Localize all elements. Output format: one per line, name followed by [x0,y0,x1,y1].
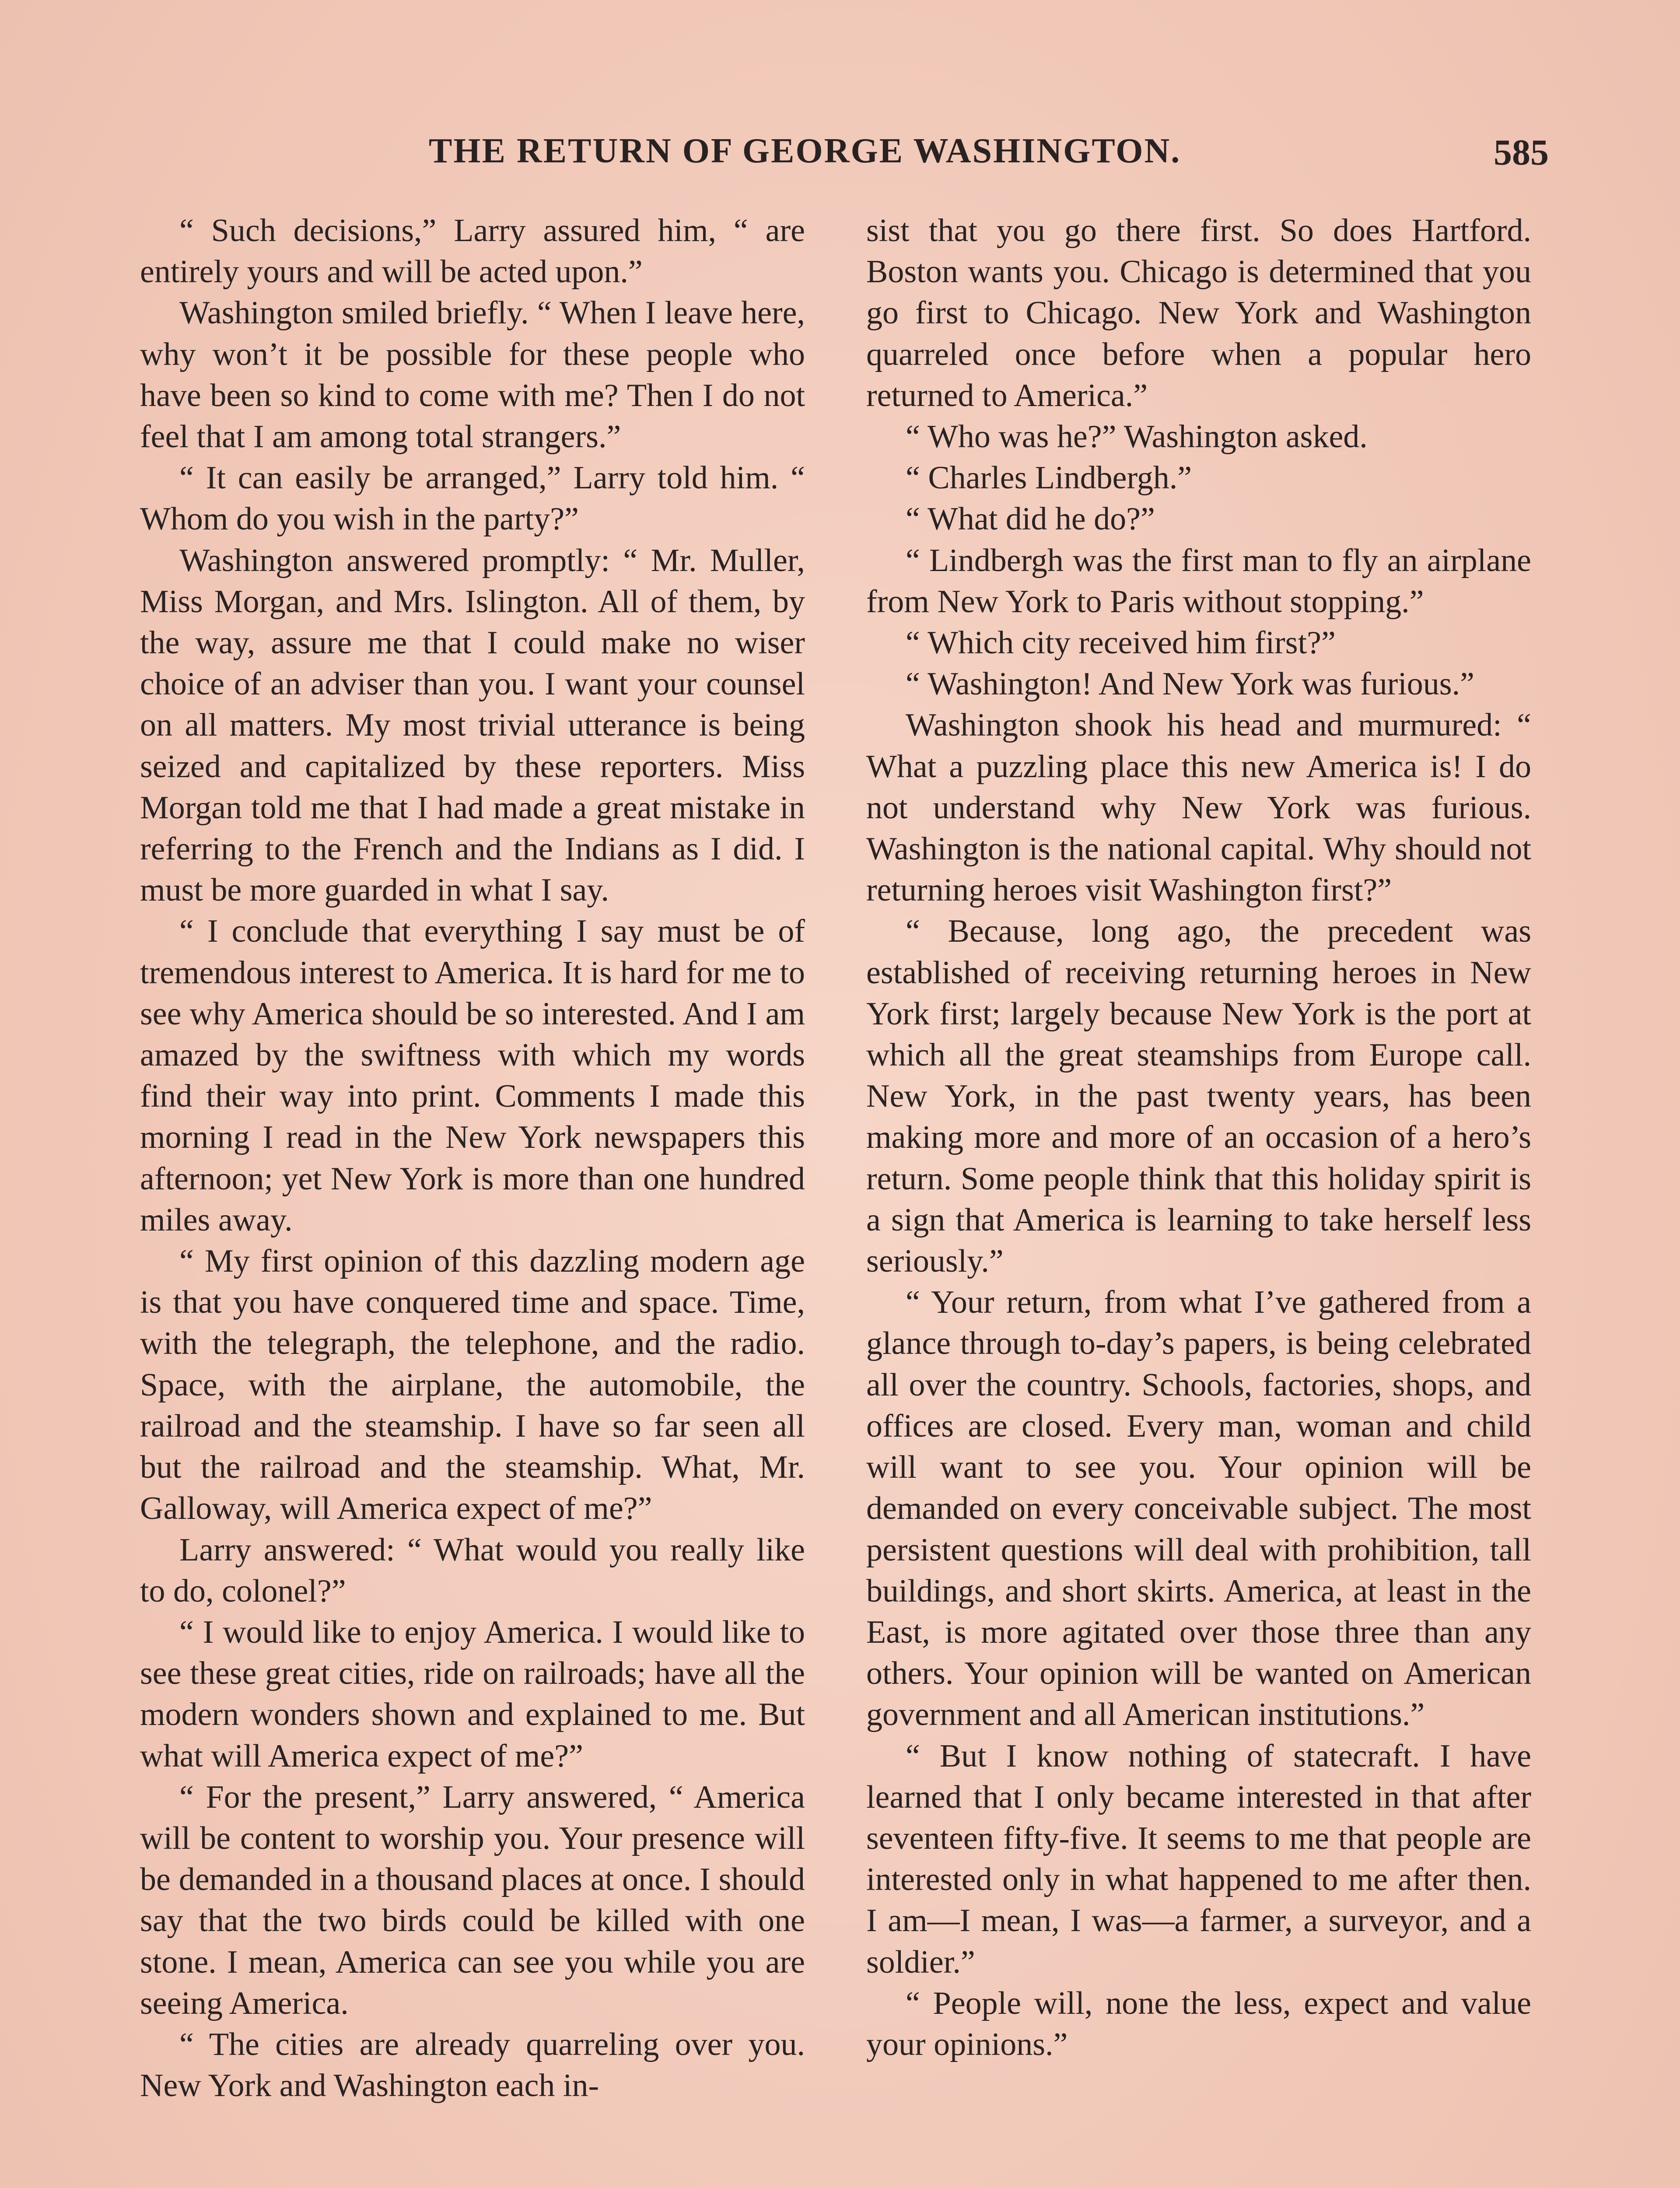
paragraph: “ I would like to enjoy America. I would like to see these great cities, ride on railroads; have all the modern wonders shown and explained to me. But what will America expect of me?” [140,1614,805,1774]
paragraph: “ Which city received him first?” [906,625,1336,661]
right-column [866,210,1531,2065]
paragraph: “ For the present,” Larry answered, “ America will be content to worship you. Your presence will be demanded in a thousand places at once. I should say that the two birds could be killed with one stone. I mean, America can see you while you are seeing America. [140,1779,805,2021]
paragraph: “ Who was he?” Washington asked. [906,419,1368,455]
paragraph: “ My first opinion of this dazzling modern age is that you have conquered time and space. Time, with the telegraph, the telephone, and the radio. Space, with the airplane, the automobile, the railroad and the steamship. I have so far seen all but the railroad and the steamship. What, Mr. Galloway, will America expect of me?” [140,1243,805,1527]
paragraph: “ Because, long ago, the precedent was established of receiving returning heroes in New York first; largely because New York is the port at which all the great steamships from Europe call. New York, in the past twenty years, has been making more and more of an occasion of a hero’s return. Some people think that this holiday spirit is a sign that America is learning to take herself less seriously.” [866,913,1531,1280]
paragraph: Washington smiled briefly. “ When I leave here, why won’t it be possible for these people who have been so kind to come with me? Then I do not feel that I am among total strangers.” [140,295,805,455]
running-title: THE RETURN OF GEORGE WASHINGTON. [429,132,1181,170]
paragraph-continuation: sist that you go there first. So does Hartford. Boston wants you. Chicago is determined that you go first to Chicago. New York and Washington quarreled once before when a popular hero returned to America.” [866,213,1531,414]
paragraph: “ What did he do?” [906,501,1155,537]
paragraph: “ I conclude that everything I say must be of tremendous interest to America. It is hard for me to see why America should be so interested. And I am amazed by the swiftness with which my words find their way into print. Comments I made this morning I read in the New York newspapers this afternoon; yet New York is more than one hundred miles away. [140,913,805,1238]
page-number: 585 [1494,132,1549,173]
paragraph: “ But I know nothing of statecraft. I have learned that I only became interested in that after seventeen fifty-five. It seems to me that people are interested only in what happened to me after then. I am—I mean, I was—a farmer, a surveyor, and a soldier.” [866,1738,1531,1980]
paragraph: “ Your return, from what I’ve gathered from a glance through to-day’s papers, is being celebrated all over the country. Schools, factories, shops, and offices are closed. Every man, woman and child will want to see you. Your opinion will be demanded on every conceivable subject. The most persistent questions will deal with prohibition, tall buildings, and short skirts. America, at least in the East, is more agitated over those three than any others. Your opinion will be wanted on American government and all American institutions.” [866,1284,1531,1733]
paragraph: “ Charles Lindbergh.” [906,460,1192,496]
left-column [140,210,805,2106]
paragraph: Washington answered promptly: “ Mr. Muller, Miss Morgan, and Mrs. Islington. All of them, by the way, assure me that I could make no wiser choice of an adviser than you. I want your counsel on all matters. My most trivial utterance is being seized and capitalized by these reporters. Miss Morgan told me that I had made a great mistake in referring to the French and the Indians as I did. I must be more guarded in what I say. [140,542,805,908]
paragraph: “ The cities are already quarreling over you. New York and Washington each in- [140,2026,805,2104]
paragraph: “ Such decisions,” Larry assured him, “ are entirely yours and will be acted upon.” [140,213,805,290]
paragraph: “ Lindbergh was the first man to fly an airplane from New York to Paris without stopping.” [866,542,1531,620]
paragraph: “ People will, none the less, expect and value your opinions.” [866,1985,1531,2062]
paragraph: “ It can easily be arranged,” Larry told him. “ Whom do you wish in the party?” [140,460,805,537]
paragraph: “ Washington! And New York was furious.” [906,666,1474,702]
paragraph: Larry answered: “ What would you really like to do, colonel?” [140,1532,805,1609]
paragraph: Washington shook his head and murmured: “ What a puzzling place this new America is! I do not understand why New York was furious. Washington is the national capital. Why should not returning heroes visit Washington first?” [866,707,1531,908]
page-header [140,131,1549,184]
